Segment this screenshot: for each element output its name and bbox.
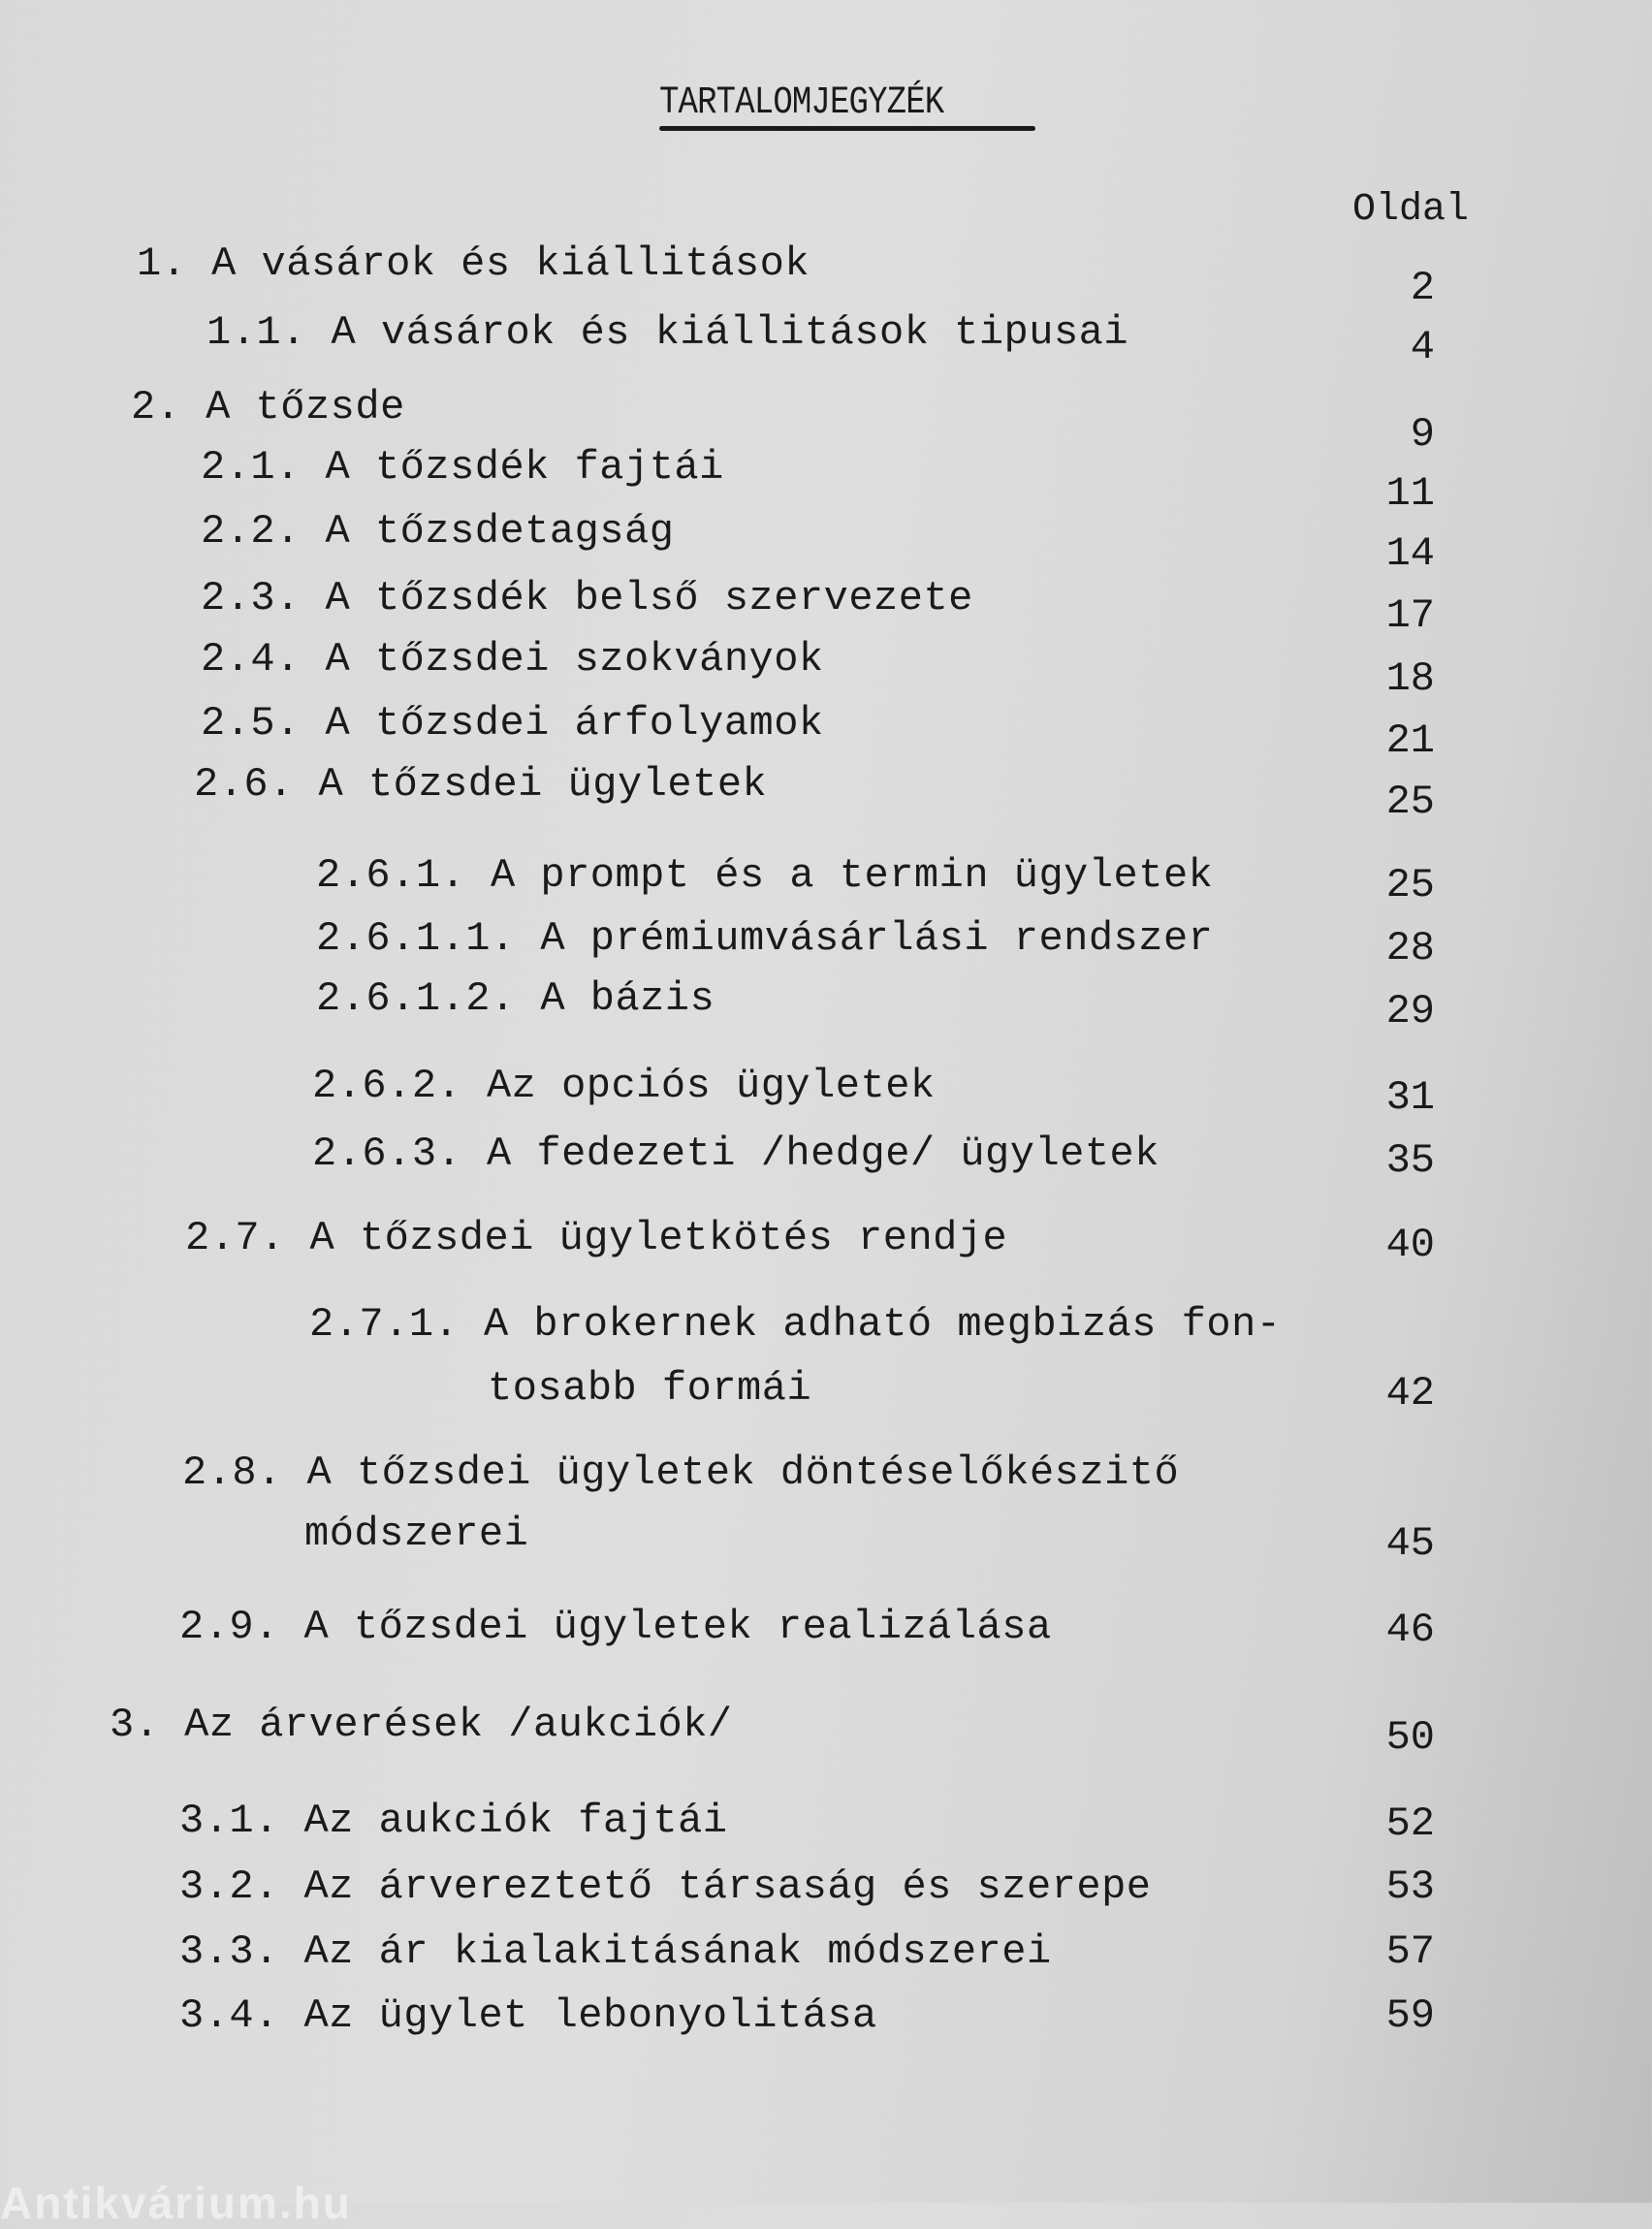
entry-number: 2.6. <box>194 761 294 808</box>
entry-number: 2.7. <box>185 1215 285 1261</box>
entry-title: Az aukciók fajtái <box>303 1798 728 1844</box>
entry-page-number: 31 <box>1385 1074 1435 1121</box>
entry-title: A tőzsde <box>206 384 405 430</box>
entry-number: 2.5. <box>201 700 301 747</box>
entry-number: 3.3. <box>179 1928 279 1975</box>
entry-number: 3.1. <box>179 1798 279 1844</box>
entry-title-continued: módszerei <box>304 1511 529 1557</box>
entry-page-number: 45 <box>1385 1520 1435 1567</box>
entry-page-number: 4 <box>1410 324 1435 370</box>
entry-title: A vásárok és kiállitások <box>211 240 810 287</box>
entry-page-number: 11 <box>1385 470 1435 517</box>
entry-title: Az árverések /aukciók/ <box>184 1702 733 1748</box>
title-underline <box>659 126 1035 131</box>
entry-title: A prémiumvásárlási rendszer <box>540 915 1214 962</box>
entry-number: 2.6.1.2. <box>316 975 516 1022</box>
entry-page-number: 18 <box>1385 655 1435 702</box>
entry-title: A prompt és a termin ügyletek <box>490 852 1214 899</box>
entry-title: A tőzsdék belső szervezete <box>325 575 973 621</box>
entry-title: A tőzsdei ügyletek <box>318 761 768 808</box>
entry-page-number: 52 <box>1385 1800 1435 1847</box>
page-title: TARTALOMJEGYZÉK <box>659 81 944 125</box>
entry-title: A tőzsdei árfolyamok <box>325 700 824 747</box>
entry-number: 2.6.1. <box>316 852 466 899</box>
entry-number: 3.2. <box>179 1863 279 1910</box>
entry-title: A tőzsdei szokványok <box>325 636 824 683</box>
entry-page-number: 50 <box>1385 1714 1435 1761</box>
entry-page-number: 42 <box>1385 1370 1435 1417</box>
entry-title: Az ár kialakitásának módszerei <box>303 1928 1052 1975</box>
page-column-label: Oldal <box>1352 188 1470 232</box>
entry-title: Az árvereztető társaság és szerepe <box>303 1863 1152 1910</box>
entry-number: 2.3. <box>201 575 301 621</box>
entry-number: 3. <box>110 1702 160 1748</box>
entry-number: 2.6.1.1. <box>316 915 516 962</box>
entry-number: 2.9. <box>179 1604 279 1650</box>
entry-page-number: 35 <box>1385 1137 1435 1184</box>
entry-number: 1. <box>137 240 187 287</box>
entry-page-number: 29 <box>1385 988 1435 1035</box>
entry-number: 2.6.3. <box>312 1130 462 1177</box>
entry-title: A fedezeti /hedge/ ügyletek <box>486 1130 1160 1177</box>
entry-title: A tőzsdei ügyletek döntéselőkészitő <box>306 1449 1180 1496</box>
entry-title: Az ügylet lebonyolitása <box>303 1992 877 2039</box>
entry-title: A brokernek adható megbizás fon- <box>483 1301 1282 1348</box>
watermark: Antikvárium.hu <box>0 2178 352 2228</box>
entry-page-number: 59 <box>1385 1992 1435 2039</box>
entry-page-number: 9 <box>1410 411 1435 458</box>
entry-page-number: 53 <box>1385 1863 1435 1910</box>
entry-number: 2.4. <box>201 636 301 683</box>
entry-page-number: 25 <box>1385 862 1435 908</box>
entry-number: 3.4. <box>179 1992 279 2039</box>
entry-title: A bázis <box>540 975 715 1022</box>
entry-title-continued: tosabb formái <box>488 1365 812 1412</box>
entry-page-number: 25 <box>1385 779 1435 825</box>
entry-page-number: 46 <box>1385 1607 1435 1653</box>
entry-number: 2.2. <box>201 508 301 555</box>
entry-page-number: 57 <box>1385 1928 1435 1975</box>
entry-number: 2.1. <box>201 444 301 491</box>
entry-title: A tőzsdei ügyletek realizálása <box>303 1604 1052 1650</box>
entry-page-number: 28 <box>1385 925 1435 971</box>
entry-number: 1.1. <box>206 309 306 356</box>
entry-number: 2.6.2. <box>312 1063 462 1109</box>
entry-number: 2.7.1. <box>309 1301 460 1348</box>
entry-page-number: 2 <box>1410 265 1435 311</box>
entry-number: 2.8. <box>182 1449 282 1496</box>
entry-page-number: 21 <box>1385 717 1435 764</box>
entry-page-number: 17 <box>1385 592 1435 639</box>
entry-title: Az opciós ügyletek <box>486 1063 936 1109</box>
entry-page-number: 14 <box>1385 530 1435 577</box>
entry-title: A vásárok és kiállitások tipusai <box>331 309 1129 356</box>
entry-number: 2. <box>131 384 181 430</box>
entry-title: A tőzsdetagság <box>325 508 675 555</box>
entry-page-number: 40 <box>1385 1222 1435 1268</box>
entry-title: A tőzsdék fajtái <box>325 444 724 491</box>
entry-title: A tőzsdei ügyletkötés rendje <box>309 1215 1008 1261</box>
